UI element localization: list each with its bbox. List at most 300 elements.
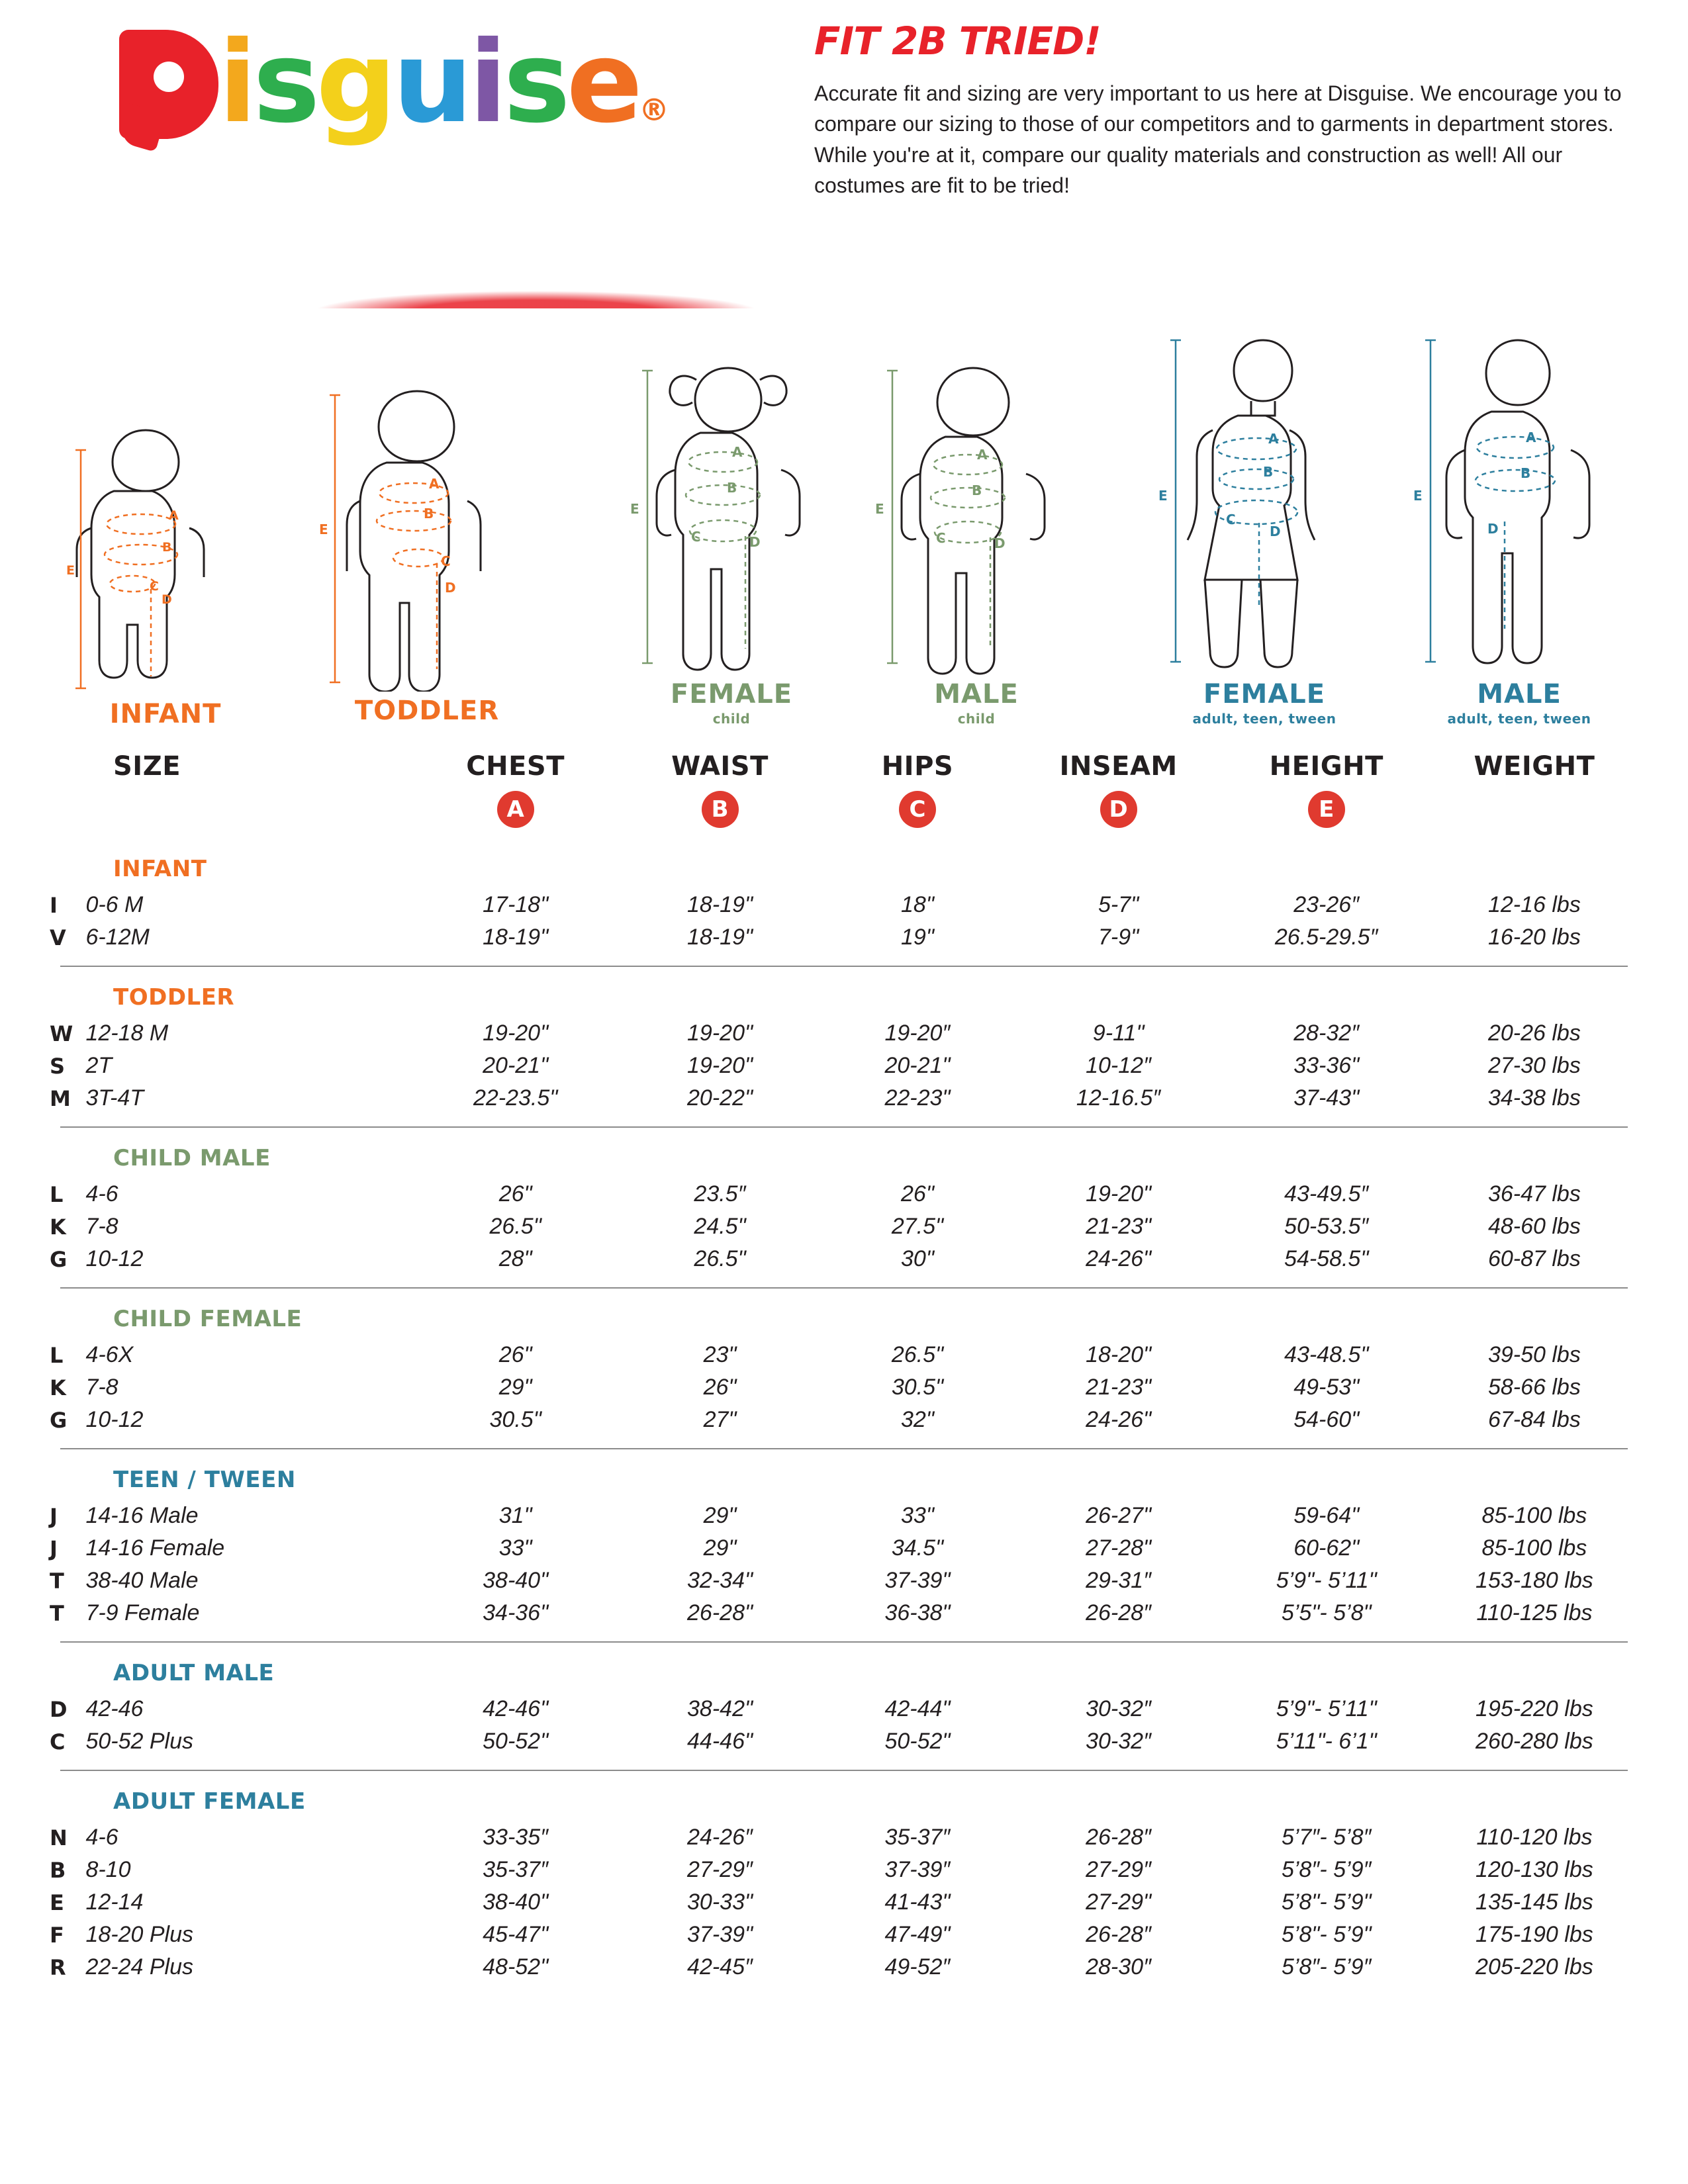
row-inseam: 26-27" [1086, 1503, 1152, 1528]
figure-female-adult-label: FEMALE [1203, 679, 1326, 709]
row-inseam: 27-28" [1086, 1535, 1152, 1561]
figure-female-adult-sublabel: adult, teen, tween [1192, 711, 1336, 727]
row-size: 50-52 Plus [85, 1729, 193, 1754]
row-size: 14-16 Female [85, 1535, 225, 1561]
svg-text:B: B [162, 540, 172, 555]
row-chest: 34-36" [483, 1600, 549, 1625]
row-size: 3T-4T [85, 1085, 144, 1111]
row-weight: 12-16 lbs [1487, 892, 1581, 917]
row-key: J [50, 1503, 58, 1529]
row-size: 12-18 M [85, 1021, 169, 1046]
row-size: 7-9 Female [85, 1600, 200, 1625]
group-separator [50, 954, 1638, 967]
row-size: 10-12 [85, 1407, 144, 1432]
svg-text:A: A [429, 476, 440, 492]
intro-title: FIT 2B TRIED! [814, 19, 1101, 64]
row-weight: 135-145 lbs [1476, 1889, 1593, 1915]
row-waist: 18-19" [687, 925, 753, 950]
row-weight: 20-26 lbs [1487, 1021, 1581, 1046]
separator-cell [50, 1275, 1638, 1289]
svg-text:C: C [936, 530, 946, 546]
separator-cell [50, 1436, 1638, 1449]
row-key: B [50, 1857, 66, 1883]
row-inseam: 9-11" [1092, 1021, 1145, 1046]
figure-male-child-label: MALE [934, 679, 1019, 709]
row-chest: 22-23.5" [473, 1085, 558, 1111]
row-key: L [50, 1181, 64, 1207]
row-hips: 30" [901, 1246, 934, 1271]
group-label: INFANT [113, 856, 207, 882]
row-weight: 16-20 lbs [1487, 925, 1581, 950]
row-size: 7-8 [85, 1214, 118, 1239]
row-chest: 45-47" [483, 1922, 549, 1947]
row-hips: 26.5" [891, 1342, 944, 1367]
row-waist: 20-22" [687, 1085, 753, 1111]
badge-cell-weight [1430, 784, 1638, 839]
table-row [50, 1210, 1638, 1243]
row-waist: 30-33" [687, 1889, 753, 1915]
row-waist: 18-19" [687, 892, 753, 917]
row-key: T [50, 1600, 64, 1626]
logo-letter-d-icon [119, 30, 218, 139]
table-row [50, 889, 1638, 921]
row-height: 5’8″- 5’9″ [1281, 1954, 1372, 1979]
row-hips: 42-44" [884, 1696, 951, 1721]
row-height: 26.5-29.5″ [1274, 925, 1378, 950]
table-row [50, 1178, 1638, 1210]
figure-male-adult-label: MALE [1477, 679, 1562, 709]
table-row [50, 1532, 1638, 1565]
row-weight: 195-220 lbs [1476, 1696, 1593, 1721]
row-chest: 33" [498, 1535, 532, 1561]
row-chest: 31" [498, 1503, 532, 1528]
group-separator [50, 1115, 1638, 1128]
group-header-row [50, 1771, 1638, 1821]
row-waist: 38-42" [687, 1696, 753, 1721]
table-row [50, 1693, 1638, 1725]
row-height: 5’7″- 5’8″ [1281, 1825, 1372, 1850]
svg-text:A: A [1268, 431, 1279, 447]
row-inseam: 26-28″ [1086, 1825, 1152, 1850]
logo-letter-u: u [393, 17, 469, 148]
row-height: 5’8"- 5’9" [1281, 1922, 1372, 1947]
row-inseam: 24-26" [1086, 1407, 1152, 1432]
row-chest: 30.5" [489, 1407, 541, 1432]
row-inseam: 5-7" [1098, 892, 1139, 917]
row-size: 18-20 Plus [85, 1922, 193, 1947]
group-label: ADULT MALE [113, 1660, 275, 1686]
row-key: S [50, 1053, 66, 1079]
row-hips: 19" [901, 925, 934, 950]
badge-a-icon: A [497, 791, 534, 828]
row-height: 33-36" [1293, 1053, 1360, 1078]
row-waist: 24-26″ [687, 1825, 753, 1850]
group-header-row [50, 1449, 1638, 1500]
row-inseam: 24-26" [1086, 1246, 1152, 1271]
header-waist: WAIST [671, 751, 769, 782]
row-chest: 17-18" [483, 892, 549, 917]
row-height: 5’9"- 5’11" [1276, 1568, 1377, 1593]
row-weight: 260-280 lbs [1476, 1729, 1593, 1754]
header-size: SIZE [113, 751, 181, 782]
svg-text:A: A [169, 508, 179, 523]
row-weight: 58-66 lbs [1487, 1375, 1581, 1400]
svg-text:C: C [150, 579, 159, 594]
svg-text:C: C [1226, 512, 1236, 527]
row-waist: 27" [703, 1407, 737, 1432]
row-height: 23-26″ [1293, 892, 1360, 917]
row-size: 14-16 Male [85, 1503, 199, 1528]
row-height: 59-64" [1293, 1503, 1360, 1528]
group-separator [50, 1436, 1638, 1449]
header-inseam: INSEAM [1059, 751, 1178, 782]
row-hips: 37-39" [884, 1568, 951, 1593]
row-chest: 19-20" [483, 1021, 549, 1046]
separator-cell [50, 1629, 1638, 1643]
group-header-row [50, 839, 1638, 889]
row-weight: 120-130 lbs [1476, 1857, 1593, 1882]
figure-female-adult [1152, 331, 1377, 727]
table-row [50, 1821, 1638, 1854]
row-waist: 29" [703, 1503, 737, 1528]
row-key: V [50, 925, 66, 950]
svg-text:D: D [1270, 523, 1281, 539]
table-row [50, 1886, 1638, 1919]
row-height: 37-43" [1293, 1085, 1360, 1111]
row-weight: 110-125 lbs [1476, 1600, 1593, 1625]
table-row [50, 1500, 1638, 1532]
row-weight: 153-180 lbs [1476, 1568, 1593, 1593]
row-waist: 37-39" [687, 1922, 753, 1947]
row-height: 5’11"- 6’1" [1276, 1729, 1377, 1754]
svg-text:B: B [727, 480, 737, 496]
table-row [50, 1017, 1638, 1050]
row-weight: 85-100 lbs [1481, 1503, 1587, 1528]
row-size: 22-24 Plus [85, 1954, 193, 1979]
table-row [50, 1243, 1638, 1275]
table-row [50, 1565, 1638, 1597]
row-weight: 205-220 lbs [1476, 1954, 1593, 1979]
svg-text:E: E [630, 501, 639, 517]
row-key: M [50, 1085, 71, 1111]
row-key: D [50, 1696, 68, 1722]
svg-text:C: C [441, 553, 451, 569]
group-header-row [50, 1128, 1638, 1178]
header-hips: HIPS [881, 751, 954, 782]
row-size: 2T [85, 1053, 113, 1078]
row-weight: 36-47 lbs [1487, 1181, 1581, 1206]
header-weight: WEIGHT [1474, 751, 1595, 782]
row-key: J [50, 1535, 58, 1561]
size-table [50, 751, 1638, 1983]
row-hips: 37-39″ [884, 1857, 951, 1882]
svg-text:C: C [691, 529, 701, 545]
row-size: 42-46 [85, 1696, 144, 1721]
row-chest: 38-40" [483, 1889, 549, 1915]
row-key: G [50, 1246, 68, 1272]
row-chest: 50-52" [483, 1729, 549, 1754]
row-hips: 22-23" [884, 1085, 951, 1111]
table-row [50, 1854, 1638, 1886]
row-key: L [50, 1342, 64, 1368]
svg-text:E: E [875, 501, 884, 517]
figure-male-child [867, 357, 1086, 727]
row-weight: 67-84 lbs [1487, 1407, 1581, 1432]
row-size: 6-12M [85, 925, 150, 950]
svg-text:A: A [977, 447, 988, 463]
table-row [50, 1371, 1638, 1404]
svg-text:E: E [1158, 488, 1168, 504]
group-label: CHILD MALE [113, 1145, 271, 1171]
row-chest: 26" [498, 1181, 532, 1206]
table-row [50, 1597, 1638, 1629]
row-waist: 23" [703, 1342, 737, 1367]
group-header-row [50, 1643, 1638, 1693]
badge-e-icon: E [1308, 791, 1345, 828]
row-height: 5’9"- 5’11" [1276, 1696, 1377, 1721]
row-inseam: 7-9" [1098, 925, 1139, 950]
row-hips: 18" [901, 892, 934, 917]
figure-male-child-sublabel: child [957, 711, 996, 727]
row-waist: 23.5″ [694, 1181, 746, 1206]
row-chest: 26.5" [489, 1214, 541, 1239]
figure-female-child-sublabel: child [712, 711, 751, 727]
table-row [50, 1951, 1638, 1983]
row-chest: 18-19" [483, 925, 549, 950]
figure-male-adult-sublabel: adult, teen, tween [1447, 711, 1591, 727]
svg-text:D: D [445, 580, 456, 596]
row-weight: 85-100 lbs [1481, 1535, 1587, 1561]
svg-text:E: E [319, 522, 328, 537]
row-size: 0-6 M [85, 892, 144, 917]
row-chest: 29" [498, 1375, 532, 1400]
row-height: 5’8″- 5’9″ [1281, 1857, 1372, 1882]
svg-text:A: A [1526, 430, 1536, 445]
row-waist: 32-34" [687, 1568, 753, 1593]
svg-text:D: D [162, 592, 172, 607]
group-separator [50, 1629, 1638, 1643]
row-inseam: 19-20" [1086, 1181, 1152, 1206]
group-label: TODDLER [113, 984, 235, 1011]
logo-letter-s1: s [253, 17, 316, 148]
row-weight: 175-190 lbs [1476, 1922, 1593, 1947]
table-row [50, 1919, 1638, 1951]
row-weight: 34-38 lbs [1487, 1085, 1581, 1111]
row-waist: 44-46" [687, 1729, 753, 1754]
intro-text [814, 78, 1628, 201]
intro-paragraph: Accurate fit and sizing are very important to us here at Disguise. We encourage you to compare our sizing to those of our competitors and to garments in department stores. While you're at it, compare our quality materials and construction as well! All our costumes are fit to be tried! [814, 81, 1622, 198]
row-hips: 35-37″ [884, 1825, 951, 1850]
page-header [0, 0, 1688, 311]
row-inseam: 26-28″ [1086, 1600, 1152, 1625]
row-waist: 19-20" [687, 1053, 753, 1078]
row-weight: 27-30 lbs [1487, 1053, 1581, 1078]
row-inseam: 30-32″ [1086, 1729, 1152, 1754]
registered-mark: ® [638, 92, 669, 128]
row-key: T [50, 1568, 64, 1594]
row-inseam: 30-32″ [1086, 1696, 1152, 1721]
row-chest: 33-35″ [483, 1825, 549, 1850]
figure-toddler-label: TODDLER [354, 696, 500, 726]
row-size: 38-40 Male [85, 1568, 199, 1593]
female-adult-body-diagram-icon [1152, 331, 1377, 675]
table-badge-row [50, 784, 1638, 839]
group-label: ADULT FEMALE [113, 1788, 306, 1815]
group-label: TEEN / TWEEN [113, 1467, 296, 1493]
size-table-wrap [0, 751, 1688, 1983]
row-inseam: 12-16.5″ [1076, 1085, 1161, 1111]
row-inseam: 21-23" [1086, 1214, 1152, 1239]
row-hips: 34.5" [891, 1535, 944, 1561]
row-key: N [50, 1825, 68, 1850]
group-header-row [50, 967, 1638, 1017]
row-chest: 35-37″ [483, 1857, 549, 1882]
row-key: C [50, 1729, 66, 1754]
badge-cell-height [1223, 784, 1430, 839]
row-hips: 26" [901, 1181, 934, 1206]
badge-cell-hips [820, 784, 1014, 839]
separator-cell [50, 1758, 1638, 1771]
brand-logo [119, 17, 695, 278]
row-height: 28-32″ [1293, 1021, 1360, 1046]
row-height: 54-58.5" [1284, 1246, 1369, 1271]
row-inseam: 10-12″ [1086, 1053, 1152, 1078]
row-inseam: 18-20" [1086, 1342, 1152, 1367]
logo-letter-i2: i [469, 17, 504, 148]
row-inseam: 29-31″ [1086, 1568, 1152, 1593]
row-key: I [50, 892, 58, 918]
figure-female-child [622, 357, 841, 727]
infant-body-diagram-icon [66, 410, 265, 695]
badge-spacer [50, 784, 412, 839]
row-weight: 39-50 lbs [1487, 1342, 1581, 1367]
row-height: 5’5"- 5’8" [1281, 1600, 1372, 1625]
male-child-body-diagram-icon [867, 357, 1086, 675]
badge-cell-waist [620, 784, 821, 839]
row-waist: 42-45″ [687, 1954, 753, 1979]
row-waist: 19-20" [687, 1021, 753, 1046]
row-hips: 27.5" [891, 1214, 944, 1239]
badge-d-icon: D [1100, 791, 1137, 828]
figure-infant-label: INFANT [109, 699, 222, 729]
row-size: 4-6 [85, 1181, 118, 1206]
figure-female-child-label: FEMALE [670, 679, 793, 709]
row-inseam: 26-28″ [1086, 1922, 1152, 1947]
svg-text:D: D [1487, 521, 1499, 537]
row-key: G [50, 1407, 68, 1433]
row-waist: 26" [703, 1375, 737, 1400]
row-key: F [50, 1922, 64, 1948]
row-height: 54-60" [1293, 1407, 1360, 1432]
row-hips: 20-21" [884, 1053, 951, 1078]
badge-b-icon: B [702, 791, 739, 828]
row-height: 43-49.5″ [1284, 1181, 1369, 1206]
row-chest: 20-21" [483, 1053, 549, 1078]
figure-male-adult [1407, 331, 1632, 727]
row-height: 50-53.5″ [1284, 1214, 1369, 1239]
toddler-body-diagram-icon [318, 381, 536, 692]
row-key: R [50, 1954, 66, 1980]
group-label: CHILD FEMALE [113, 1306, 303, 1332]
svg-text:B: B [424, 506, 434, 522]
row-hips: 47-49" [884, 1922, 951, 1947]
row-waist: 27-29″ [687, 1857, 753, 1882]
table-header-row [50, 751, 1638, 784]
row-waist: 26-28" [687, 1600, 753, 1625]
female-child-body-diagram-icon [622, 357, 841, 675]
row-inseam: 28-30″ [1086, 1954, 1152, 1979]
row-chest: 28" [498, 1246, 532, 1271]
row-hips: 32" [901, 1407, 934, 1432]
svg-text:E: E [1413, 488, 1423, 504]
table-row [50, 1404, 1638, 1436]
table-row [50, 1050, 1638, 1082]
separator-cell [50, 1115, 1638, 1128]
row-size: 7-8 [85, 1375, 118, 1400]
header-chest: CHEST [466, 751, 565, 782]
row-weight: 60-87 lbs [1487, 1246, 1581, 1271]
row-key: E [50, 1889, 64, 1915]
svg-text:D: D [749, 534, 761, 550]
row-size: 8-10 [85, 1857, 131, 1882]
row-key: W [50, 1021, 73, 1046]
table-row [50, 1725, 1638, 1758]
row-chest: 38-40" [483, 1568, 549, 1593]
row-waist: 26.5" [694, 1246, 746, 1271]
svg-text:B: B [972, 482, 982, 498]
row-weight: 110-120 lbs [1476, 1825, 1593, 1850]
svg-text:B: B [1263, 464, 1274, 480]
logo-letter-g: g [316, 17, 393, 148]
row-weight: 48-60 lbs [1487, 1214, 1581, 1239]
intro-block [814, 19, 1628, 201]
row-inseam: 21-23" [1086, 1375, 1152, 1400]
badge-cell-chest [412, 784, 620, 839]
figure-toddler [318, 381, 536, 726]
svg-text:D: D [994, 535, 1006, 551]
group-separator [50, 1275, 1638, 1289]
table-row [50, 1082, 1638, 1115]
separator-cell [50, 954, 1638, 967]
svg-text:B: B [1521, 465, 1531, 481]
row-height: 49-53" [1293, 1375, 1360, 1400]
row-size: 12-14 [85, 1889, 144, 1915]
figure-infant [66, 410, 265, 729]
row-chest: 26" [498, 1342, 532, 1367]
row-chest: 42-46" [483, 1696, 549, 1721]
row-size: 4-6X [85, 1342, 134, 1367]
row-chest: 48-52" [483, 1954, 549, 1979]
table-body [50, 839, 1638, 1983]
row-height: 60-62" [1293, 1535, 1360, 1561]
male-adult-body-diagram-icon [1407, 331, 1632, 675]
header-height: HEIGHT [1269, 751, 1383, 782]
group-separator [50, 1758, 1638, 1771]
row-hips: 33" [901, 1503, 934, 1528]
logo-letter-s2: s [503, 17, 567, 148]
row-hips: 30.5" [891, 1375, 944, 1400]
logo-lettering [119, 17, 695, 148]
logo-letter-i1: i [218, 17, 254, 148]
row-hips: 41-43" [884, 1889, 951, 1915]
row-inseam: 27-29" [1086, 1889, 1152, 1915]
row-inseam: 27-29″ [1086, 1857, 1152, 1882]
row-height: 43-48.5" [1284, 1342, 1369, 1367]
row-hips: 19-20″ [884, 1021, 951, 1046]
table-head [50, 751, 1638, 839]
row-waist: 29" [703, 1535, 737, 1561]
svg-text:A: A [732, 444, 743, 460]
